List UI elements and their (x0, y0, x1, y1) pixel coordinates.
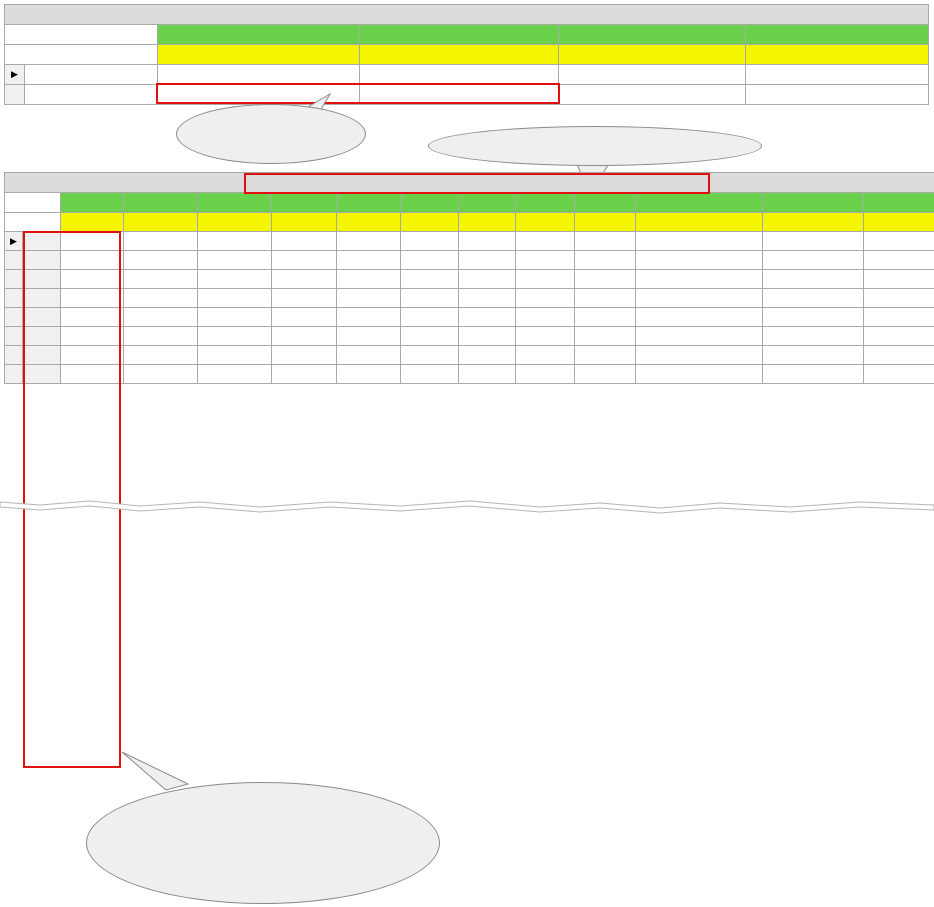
table-row[interactable] (5, 289, 934, 308)
row-number (23, 308, 61, 327)
cell-eeq-e[interactable] (459, 289, 516, 308)
col-header-angle[interactable] (61, 193, 124, 213)
cell-exs[interactable] (636, 365, 763, 384)
callout-equidistant-points (86, 782, 440, 904)
callout-strain-calculation (428, 126, 762, 166)
cell-eeqs[interactable] (864, 308, 934, 327)
row-number (23, 365, 61, 384)
cell-angle[interactable] (61, 289, 124, 308)
cell-e12min-t[interactable] (198, 346, 272, 365)
cell-eeq-p[interactable] (516, 251, 575, 270)
cell-eeqs[interactable] (864, 289, 934, 308)
col-header-eeqs[interactable] (864, 193, 934, 213)
table-row[interactable] (5, 308, 934, 327)
unit-cell (864, 213, 934, 232)
cell-e12max-t[interactable] (124, 327, 198, 346)
cell-ex-s[interactable] (337, 365, 401, 384)
cell-eeq-p[interactable] (516, 289, 575, 308)
cell-ex-s[interactable] (337, 270, 401, 289)
cell-ex-s[interactable] (337, 289, 401, 308)
cell-e12max-t[interactable] (124, 270, 198, 289)
table-row[interactable] (5, 327, 934, 346)
cell-eeq-s[interactable] (575, 346, 636, 365)
col-header-eeq-e[interactable] (459, 193, 516, 213)
cell-ef-s[interactable] (401, 251, 459, 270)
cell-exs[interactable] (636, 346, 763, 365)
cell-eeqs[interactable] (864, 232, 934, 251)
cell-e12min-t[interactable] (198, 308, 272, 327)
row-number (23, 327, 61, 346)
col-header-eeq-s[interactable] (575, 193, 636, 213)
cell-ex-s[interactable] (337, 232, 401, 251)
table-row[interactable] (5, 270, 934, 289)
cell-exs[interactable] (636, 251, 763, 270)
cell-eeq-e[interactable] (459, 346, 516, 365)
table-row[interactable] (5, 251, 934, 270)
cell-exc[interactable] (272, 232, 337, 251)
row-number (23, 251, 61, 270)
cell-e12max-t[interactable] (124, 346, 198, 365)
cell-eeq-s[interactable] (575, 251, 636, 270)
cell-angle[interactable] (61, 232, 124, 251)
cell-efs[interactable] (763, 251, 864, 270)
col-header-e12min-t[interactable] (198, 193, 272, 213)
cell-eeq-s[interactable] (575, 308, 636, 327)
cell-ex-s[interactable] (337, 251, 401, 270)
current-row-indicator-icon[interactable]: ▶ (5, 65, 25, 85)
unit-cell (575, 213, 636, 232)
cell-angle[interactable] (61, 251, 124, 270)
cell-e12min-t[interactable] (198, 251, 272, 270)
cell-exc[interactable] (272, 251, 337, 270)
cell-e12min-t[interactable] (198, 289, 272, 308)
unit-cell (763, 213, 864, 232)
cell-exs[interactable] (636, 289, 763, 308)
unit-cell (124, 213, 198, 232)
row-selector[interactable] (5, 346, 23, 365)
cell-efs[interactable] (763, 289, 864, 308)
cell-e12min-t[interactable] (198, 232, 272, 251)
cell-efs[interactable] (763, 346, 864, 365)
unit-cell (636, 213, 763, 232)
col-header-e12max-t[interactable] (124, 193, 198, 213)
unit-cell (198, 213, 272, 232)
cell-eeq-p[interactable] (516, 327, 575, 346)
cell-eeqs[interactable] (864, 251, 934, 270)
row-selector[interactable] (5, 251, 23, 270)
cell-efs[interactable] (763, 365, 864, 384)
cell-eeq-e[interactable] (459, 308, 516, 327)
ceps-header-blank (5, 193, 61, 213)
cell-exc[interactable] (272, 327, 337, 346)
cell-eeq-s[interactable] (575, 365, 636, 384)
cell-eeqs[interactable] (864, 365, 934, 384)
cell-eeq-s[interactable] (575, 232, 636, 251)
cell-efs[interactable] (763, 232, 864, 251)
unit-cell (516, 213, 575, 232)
unit-cell (61, 213, 124, 232)
cell-exc[interactable] (272, 289, 337, 308)
cell-eeq-p[interactable] (516, 346, 575, 365)
current-row-indicator-icon[interactable]: ▶ (5, 232, 23, 251)
cell-eeq-p[interactable] (516, 232, 575, 251)
col-header-exs[interactable] (636, 193, 763, 213)
row-selector[interactable] (5, 308, 23, 327)
row-selector[interactable] (5, 270, 23, 289)
row-selector[interactable] (5, 289, 23, 308)
row-number (23, 270, 61, 289)
cell-exc[interactable] (272, 270, 337, 289)
cell-ef-s[interactable] (401, 327, 459, 346)
table-row[interactable] (5, 365, 934, 384)
col-header-efs[interactable] (763, 193, 864, 213)
row-number (23, 232, 61, 251)
cell-eeq-e[interactable] (459, 251, 516, 270)
cell-exc[interactable] (272, 308, 337, 327)
col-header-ef-s[interactable] (401, 193, 459, 213)
cell-eeqs[interactable] (864, 346, 934, 365)
unit-cell (337, 213, 401, 232)
cell-eeq-s[interactable] (575, 270, 636, 289)
cell-e12max-t[interactable] (124, 365, 198, 384)
cell-eeqs[interactable] (864, 270, 934, 289)
cell-angle[interactable] (61, 327, 124, 346)
cell-angle[interactable] (61, 270, 124, 289)
col-header-ex-s[interactable] (337, 193, 401, 213)
row-number (23, 289, 61, 308)
cell-angle[interactable] (61, 308, 124, 327)
table-row[interactable] (5, 346, 934, 365)
cell-e12min-t[interactable] (198, 365, 272, 384)
cell-e12min-t[interactable] (198, 327, 272, 346)
cell-eeq-e[interactable] (459, 327, 516, 346)
cell-ex-s[interactable] (337, 346, 401, 365)
callout-last-section (176, 104, 366, 164)
cell-angle[interactable] (61, 365, 124, 384)
cell-ef-s[interactable] (401, 365, 459, 384)
cell-exs[interactable] (636, 308, 763, 327)
cell-eeq-p[interactable] (516, 270, 575, 289)
cell-ef-s[interactable] (401, 308, 459, 327)
cell-angle[interactable] (61, 346, 124, 365)
cell-exs[interactable] (636, 327, 763, 346)
cell-ef-s[interactable] (401, 232, 459, 251)
ceps-table (4, 172, 927, 384)
row-number (23, 346, 61, 365)
unit-cell (272, 213, 337, 232)
cell-eeq-p[interactable] (516, 365, 575, 384)
cell-ef-s[interactable] (401, 289, 459, 308)
col-header-eeq-p[interactable] (516, 193, 575, 213)
cell-eeq-p[interactable] (516, 308, 575, 327)
table-break-separator (0, 496, 934, 518)
cell-e12max-t[interactable] (124, 308, 198, 327)
cell-eeq-e[interactable] (459, 232, 516, 251)
cell-exc[interactable] (272, 365, 337, 384)
cell-eeq-e[interactable] (459, 270, 516, 289)
cell-e12max-t[interactable] (124, 289, 198, 308)
unit-cell (401, 213, 459, 232)
unit-cell (459, 213, 516, 232)
cell-ef-s[interactable] (401, 270, 459, 289)
cell-eeqs[interactable] (864, 327, 934, 346)
cell-eeq-e[interactable] (459, 365, 516, 384)
cell-exs[interactable] (636, 270, 763, 289)
table-row[interactable] (5, 232, 934, 251)
cell-ef-s[interactable] (401, 346, 459, 365)
cell-e12max-t[interactable] (124, 251, 198, 270)
row-selector[interactable] (5, 327, 23, 346)
cell-e12max-t[interactable] (124, 232, 198, 251)
cell-efs[interactable] (763, 327, 864, 346)
col-header-exc[interactable] (272, 193, 337, 213)
cell-exs[interactable] (636, 232, 763, 251)
cell-e12min-t[interactable] (198, 270, 272, 289)
row-selector[interactable] (5, 365, 23, 384)
cell-eeq-s[interactable] (575, 289, 636, 308)
cell-efs[interactable] (763, 270, 864, 289)
cell-efs[interactable] (763, 308, 864, 327)
cell-ex-s[interactable] (337, 327, 401, 346)
ceps-unit-blank (5, 213, 61, 232)
cell-ex-s[interactable] (337, 308, 401, 327)
ceps-table-title (5, 173, 934, 193)
cell-exc[interactable] (272, 346, 337, 365)
cell-eeq-s[interactable] (575, 327, 636, 346)
